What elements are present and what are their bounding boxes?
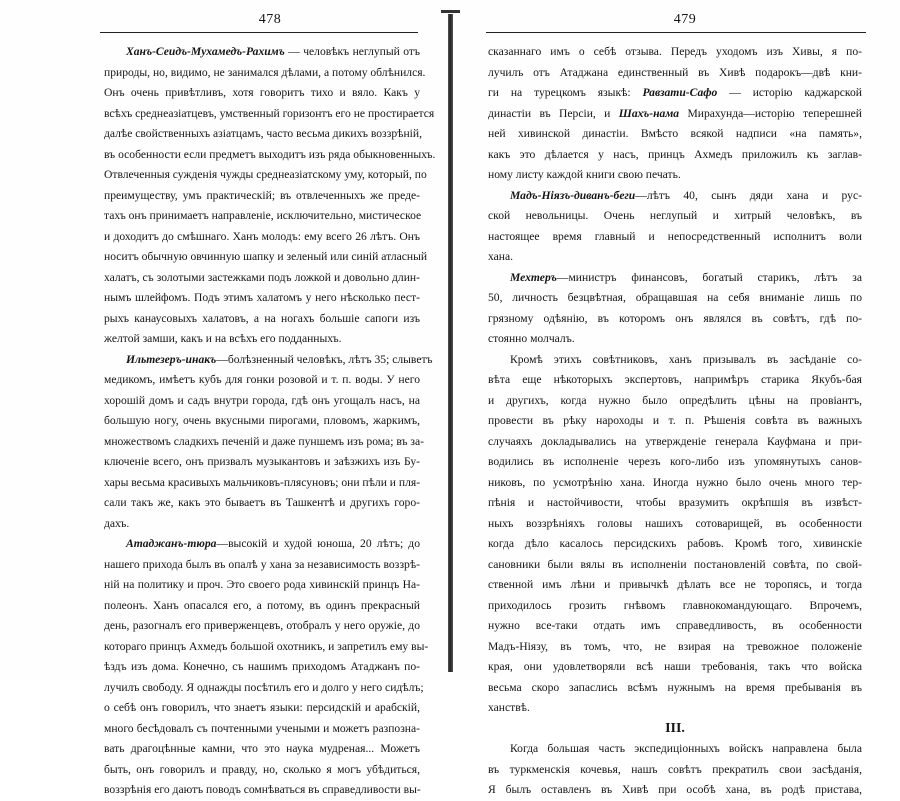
text-line: носитъ обычную овчинную шапку и зеленый или синій атласный bbox=[104, 250, 428, 263]
italic-name: Равзати-Сафо bbox=[642, 86, 718, 99]
italic-name: Мехтеръ bbox=[510, 270, 557, 284]
left-header-rule bbox=[100, 32, 418, 33]
text-line: грязному одѣянію, въ которомъ онъ являлся въ совѣтъ, гдѣ по- bbox=[488, 311, 862, 325]
text-line: Я былъ оставленъ въ Хивѣ при особѣ хана, въ родѣ пристава, bbox=[488, 783, 862, 796]
text-line: хана. bbox=[488, 250, 514, 263]
text-line: хорошій домъ и садъ внутри города, гдѣ онъ угощалъ насъ, на bbox=[104, 393, 420, 407]
text-line: дахъ. bbox=[104, 516, 130, 530]
text-line: Ханъ-Сеидъ-Мухамедъ-Рахимъ — человѣкъ неглупый отъ bbox=[126, 45, 420, 58]
text-line: Атаджанъ-тюра—высокій и худой юноша, 20 лѣтъ; до bbox=[126, 537, 420, 550]
right-page bbox=[450, 0, 900, 796]
text-line: ней хивинской династіи. Вмѣсто всякой надписи «на память», bbox=[488, 127, 862, 140]
text-line: ключеніе всего, онъ призвалъ музыкантовъ и заѣзжихъ изъ Бу- bbox=[104, 455, 420, 468]
text-line: приходилось грозить гнѣвомъ главнокомандующаго. Впрочемъ, bbox=[488, 598, 862, 612]
text-line: сказаннаго имъ о себѣ отзыва. Передъ уходомъ изъ Хивы, я по- bbox=[488, 45, 862, 58]
text-line: о себѣ онъ говорилъ, что знаетъ языки: персидскій и арабскій, bbox=[104, 701, 420, 714]
text-line: котораго принцъ Ахмедъ большой охотникъ, и запретилъ ему вы- bbox=[104, 639, 429, 653]
italic-name: Шахъ-нама bbox=[618, 106, 680, 120]
text-line: 50, личность безцвѣтная, обращавшая на себя вниманіе лишь по bbox=[488, 291, 862, 304]
text-line: династіи въ Персіи, и Шахъ-нама Мирахунда—исторію теперешней bbox=[488, 106, 863, 120]
text-line: нужно все-таки отдать имъ справедливость, въ особенности bbox=[488, 619, 862, 632]
text-line: много бесѣдовалъ съ почтенными учеными и можетъ разпозна- bbox=[104, 721, 420, 735]
text-line: Кромѣ этихъ совѣтниковъ, ханъ призывалъ въ засѣданіе со- bbox=[510, 352, 862, 366]
text-line: халатъ, съ золотыми застежками подъ ложкой и довольно длин- bbox=[104, 270, 420, 284]
text-line: ѣздъ изъ дома. Конечно, съ нашимъ приходомъ Атаджанъ по- bbox=[104, 660, 420, 673]
text-line: желтой замши, какъ и на всѣхъ его подданныхъ. bbox=[104, 332, 342, 345]
text-line: быть, онъ говорилъ и правду, но, сколько я могъ убѣдиться, bbox=[104, 762, 420, 776]
text-line: Когда большая часть экспедиціонныхъ войскъ направлена была bbox=[510, 742, 862, 755]
text-line: Мадъ-Ніязу, въ томъ, что, не взирая на тревожное положеніе bbox=[488, 639, 862, 653]
text-line: Отвлеченныя сужденія чужды среднеазіатскому уму, который, по bbox=[104, 168, 427, 181]
text-line: ханствѣ. bbox=[488, 701, 530, 714]
text-line: ской невольницы. Очень неглупый и хитрый человѣкъ, въ bbox=[488, 209, 862, 222]
text-line: хары весьма красивыхъ мальчиковъ-плясуновъ; они пѣли и пля- bbox=[104, 475, 421, 489]
text-line: какъ это дѣлается у насъ, принцъ Ахмедъ приложилъ къ заглав- bbox=[488, 147, 862, 161]
text-line: Ильтезеръ-инакъ—болѣзненный человѣкъ, лѣтъ 35; слыветъ bbox=[126, 352, 433, 366]
text-line: нымъ шлейфомъ. Подъ этимъ халатомъ у него нѣсколько пест- bbox=[104, 291, 420, 304]
text-line: и доходитъ до смѣшнаго. Ханъ молодъ: ему всего 26 лѣтъ. Онъ bbox=[104, 229, 420, 243]
text-line: въ туркменскія кочевья, нашъ совѣтъ прекратилъ свои засѣданія, bbox=[488, 762, 862, 776]
text-line: ныхъ воззрѣніяхъ головы нашихъ сотоварищей, въ особенности bbox=[488, 516, 862, 530]
italic-name: Ильтезеръ-инакъ bbox=[126, 352, 217, 366]
italic-name: Мадъ-Ніязъ-диванъ-беги bbox=[510, 188, 636, 202]
text-line: ги на турецкомъ языкѣ: Равзати-Сафо — исторію каджарской bbox=[488, 86, 862, 99]
text-line: пѣнія и настойчивости, чтобы вразумить окрѣпшія въ извѣст- bbox=[488, 496, 862, 509]
text-line: воззрѣнія его даютъ поводъ сомнѣваться въ справедливости вы- bbox=[104, 783, 421, 796]
text-line: настоящее время главный и непосредственный исполнитъ воли bbox=[488, 229, 862, 243]
text-line: провести въ рѣку нароходы и т. п. Рѣшенія совѣта въ важныхъ bbox=[488, 414, 862, 427]
text-line: лучилъ отъ Атаджана единственный въ Хивѣ подарокъ—двѣ кни- bbox=[488, 65, 862, 79]
text-line: множествомъ сладкихъ печеній и даже пуншемъ изъ рома; въ за- bbox=[104, 434, 424, 448]
text-line: преимуществу, умъ практическій; въ отвлеченныхъ же преде- bbox=[104, 188, 420, 202]
text-line: сановники были вялы въ исполненіи постановленій совѣта, по свой- bbox=[488, 557, 862, 571]
text-line: вать драгоцѣнные камни, что это наука мудреная... Можетъ bbox=[104, 742, 420, 755]
right-text-column bbox=[488, 42, 862, 801]
text-line: Мадъ-Ніязъ-диванъ-беги—лѣтъ 40, сынъ дяди хана и рус- bbox=[510, 188, 862, 202]
text-line: вѣта еще нѣкоторыхъ экспертовъ, напримѣръ старика Якубъ-бая bbox=[488, 373, 862, 386]
text-line: далѣе свойственныхъ азіатцамъ, часто весьма дикихъ воззрѣній, bbox=[104, 127, 422, 140]
left-text-column bbox=[104, 42, 436, 801]
text-line: въ особенности если предметъ выходитъ изъ ряда обыкновенныхъ. bbox=[104, 147, 436, 161]
text-line: природы, но, видимо, не занимался дѣлами, а потому облѣнился. bbox=[104, 65, 426, 79]
italic-name: Ханъ-Сеидъ-Мухамедъ-Рахимъ bbox=[126, 45, 285, 58]
text-line: и другихъ, когда нужно было опредѣлить цѣны на провіантъ, bbox=[488, 393, 862, 407]
text-line: большую ногу, очень вкусными пирогами, пловомъ, жаркимъ, bbox=[104, 414, 420, 427]
text-line: ному листу каждой книги свою печать. bbox=[488, 168, 681, 181]
text-line: когда дѣло касалось персидскихъ рабовъ. Кромѣ того, хивинскіе bbox=[488, 537, 862, 550]
text-line: случаяхъ докладывались на утвержденіе генерала Кауфмана и при- bbox=[488, 434, 862, 448]
text-line: весьма скоро запаслись всѣмъ нужнымъ на время пребыванія въ bbox=[488, 680, 862, 694]
text-line: водились въ исполненіе черезъ кого-либо изъ упомянутыхъ санов- bbox=[488, 455, 862, 468]
text-line: сали такъ же, какъ это бываетъ въ Ташкентѣ и другихъ горо- bbox=[104, 496, 420, 509]
text-line: никовъ, по усмотрѣнію хана. Иногда нужно было очень много тер- bbox=[488, 475, 862, 489]
text-line: тахъ онъ принимаетъ направленіе, исключительно, мистическое bbox=[104, 209, 422, 222]
right-header-rule bbox=[486, 32, 866, 33]
text-line: стоянно молчалъ. bbox=[488, 332, 575, 345]
text-line: лучилъ свободу. Я однажды посѣтилъ его и долго у него сидѣлъ; bbox=[104, 680, 424, 694]
text-line: медикомъ, имѣетъ кубъ для гонки розовой и т. п. воды. У него bbox=[104, 373, 420, 386]
text-line: полеонъ. Ханъ опасался его, а потому, въ одинъ прекрасный bbox=[104, 598, 420, 612]
right-page-number: 479 bbox=[673, 12, 697, 27]
text-line: рыхъ канаусовыхъ халатовъ, а на ногахъ большіе сапоги изъ bbox=[104, 311, 420, 325]
text-line: день, разогналъ его приверженцевъ, отобралъ у него оружіе, до bbox=[104, 619, 420, 632]
text-line: всѣхъ среднеазіатцевъ, умственный горизонтъ его не простирается bbox=[104, 106, 435, 120]
left-page bbox=[0, 0, 450, 796]
italic-name: Атаджанъ-тюра bbox=[126, 537, 217, 550]
left-page-number: 478 bbox=[258, 12, 282, 27]
text-line: края, они удовлетворяли всѣ наши требованія, такъ что войска bbox=[488, 660, 862, 673]
text-line: ній на политику и проч. Это своего рода хивинскій принцъ На- bbox=[104, 578, 420, 591]
text-line: ственной имъ лѣни и привычкѣ дѣлать все не торопясь, и тогда bbox=[488, 578, 862, 591]
text-line: Мехтеръ—министръ финансовъ, богатый старикъ, лѣтъ за bbox=[510, 270, 862, 284]
text-line: нашего прихода былъ въ опалѣ у хана за независимость воззрѣ- bbox=[104, 557, 420, 571]
text-line: III. bbox=[665, 720, 685, 736]
text-line: Онъ очень привѣтливъ, хотя говоритъ тихо и вяло. Какъ у bbox=[104, 86, 420, 99]
